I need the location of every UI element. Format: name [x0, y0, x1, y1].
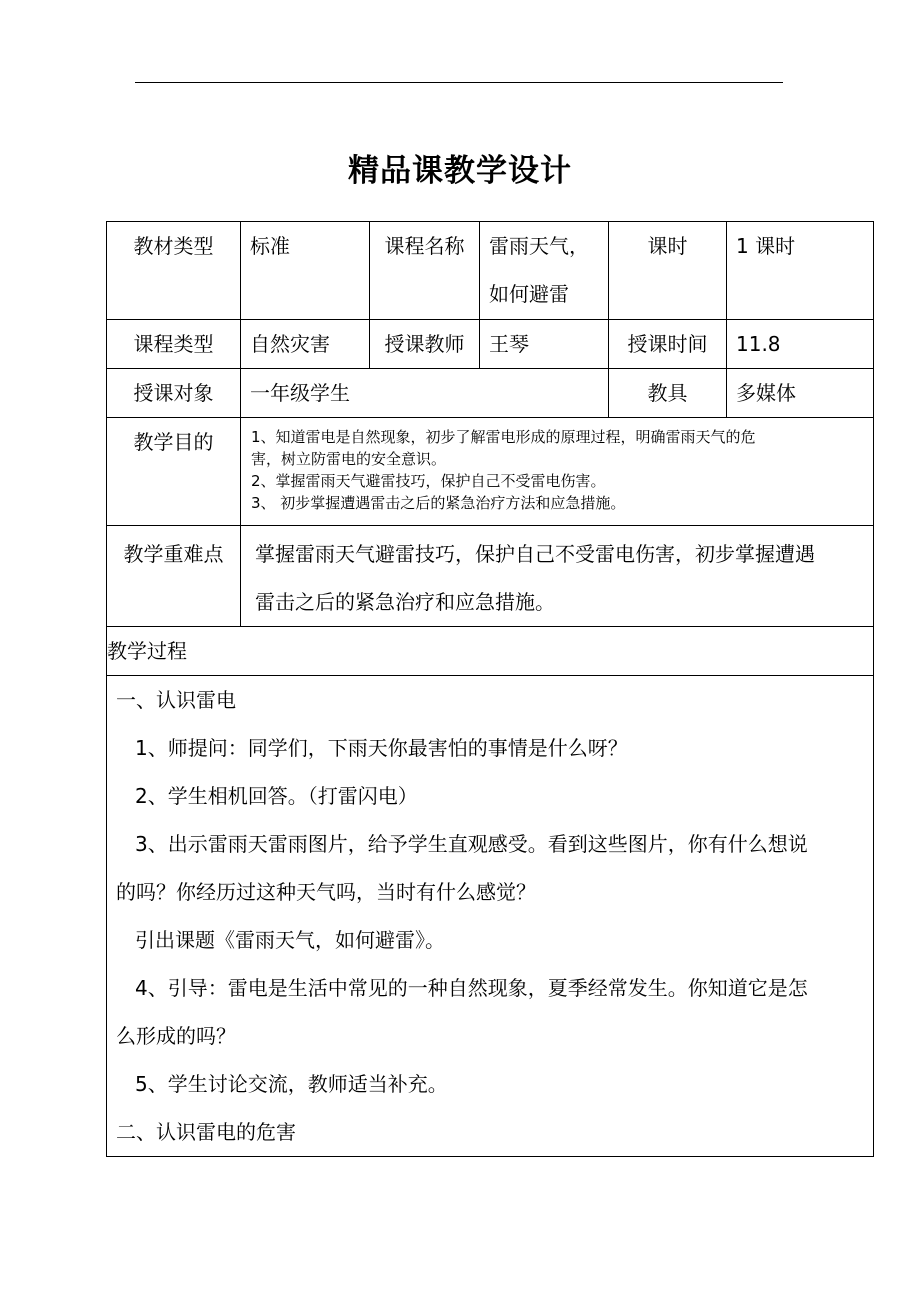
- goals-content: [241, 418, 874, 526]
- process-line: 1、师提问：同学们，下雨天你最害怕的事情是什么呀？: [135, 736, 628, 760]
- table-row: [107, 222, 874, 320]
- table-row: [107, 369, 874, 418]
- teaching-time-value: 11.8: [727, 320, 874, 369]
- lesson-info-table: [106, 221, 874, 1157]
- process-line: 3、出示雷雨天雷雨图片，给予学生直观感受。看到这些图片，你有什么想说: [135, 832, 808, 856]
- header-rule: [135, 82, 783, 83]
- material-type-label: 教材类型: [107, 222, 241, 320]
- table-row: [107, 676, 874, 1157]
- process-line: 的吗？你经历过这种天气吗，当时有什么感觉？: [116, 880, 536, 904]
- process-content: [107, 676, 874, 1157]
- teacher-value: 王琴: [480, 320, 609, 369]
- document-title: 精品课教学设计: [348, 153, 572, 189]
- course-name-label: 课程名称: [370, 222, 480, 320]
- process-section-heading: 二、认识雷电的危害: [116, 1120, 296, 1144]
- key-points-label: 教学重难点: [107, 526, 241, 627]
- table-row: [107, 526, 874, 627]
- key-points-line-2: 雷击之后的紧急治疗和应急措施。: [255, 590, 555, 614]
- process-section-heading: 一、认识雷电: [116, 688, 236, 712]
- class-hours-value: 1 课时: [727, 222, 874, 320]
- table-row: [107, 627, 874, 676]
- process-heading: 教学过程: [107, 627, 874, 676]
- audience-value: 一年级学生: [241, 369, 609, 418]
- teaching-time-label: 授课时间: [609, 320, 727, 369]
- course-type-label: 课程类型: [107, 320, 241, 369]
- table-row: [107, 320, 874, 369]
- teacher-label: 授课教师: [370, 320, 480, 369]
- course-type-value: 自然灾害: [241, 320, 370, 369]
- process-line: 4、引导：雷电是生活中常见的一种自然现象，夏季经常发生。你知道它是怎: [135, 976, 808, 1000]
- goal-line: 2、掌握雷雨天气避雷技巧，保护自己不受雷电伤害。: [251, 472, 606, 490]
- material-type-value: 标准: [241, 222, 370, 320]
- course-name-line-1: 雷雨天气，: [489, 234, 589, 258]
- goals-label: 教学目的: [107, 418, 241, 526]
- key-points-line-1: 掌握雷雨天气避雷技巧，保护自己不受雷电伤害，初步掌握遭遇: [255, 542, 815, 566]
- process-line: 引出课题《雷雨天气，如何避雷》。: [135, 928, 445, 952]
- goal-line: 1、知道雷电是自然现象，初步了解雷电形成的原理过程，明确雷雨天气的危: [251, 428, 756, 446]
- process-line: 2、学生相机回答。（打雷闪电）: [135, 784, 418, 808]
- teaching-aids-value: 多媒体: [727, 369, 874, 418]
- audience-label: 授课对象: [107, 369, 241, 418]
- process-line: 么形成的吗？: [116, 1024, 236, 1048]
- goal-line: 害，树立防雷电的安全意识。: [251, 450, 447, 468]
- teaching-aids-label: 教具: [609, 369, 727, 418]
- goal-line: 3、 初步掌握遭遇雷击之后的紧急治疗方法和应急措施。: [251, 494, 626, 512]
- process-line: 5、学生讨论交流，教师适当补充。: [135, 1072, 448, 1096]
- course-name-value: [480, 222, 609, 320]
- table-row: [107, 418, 874, 526]
- key-points-content: [241, 526, 874, 627]
- class-hours-label: 课时: [609, 222, 727, 320]
- course-name-line-2: 如何避雷: [489, 282, 569, 306]
